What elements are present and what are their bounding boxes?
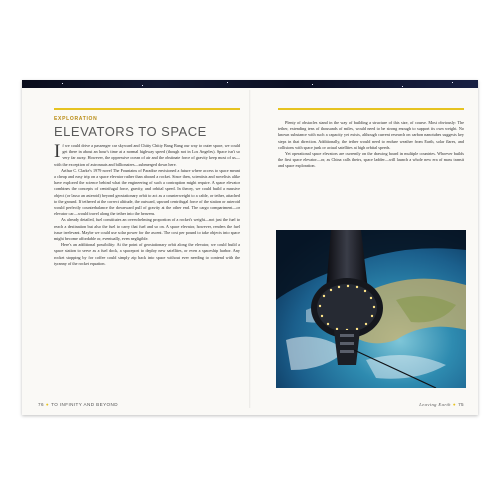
article-body	[54, 143, 240, 267]
left-running-title: TO INFINITY AND BEYOND	[51, 402, 118, 407]
paragraph-2: Arthur C. Clarke's 1979 novel The Fountains of Paradise envisioned a future where access to space meant a cheap and easy trip on a space elevator rather than aboard a rocket. Since then, scientists and novelists alike have explored the science behind what the engineering of such a contraption might require. A space elevator combines the concepts of centrifugal force, gravity, and orbital speed. In theory, we could build a massive object (or lasso an asteroid) beyond geostationary orbit to act as a counterweight to a cable, or tether, attached to the ground. If tethered at the correct altitude, the outward, upward centrifugal force of the station or asteroid would perfectly counterbalance the downward pull of gravity at the other end. The cargo compartment—or elevator car—would travel along the tether into the heavens.	[54, 167, 240, 217]
right-column	[278, 120, 464, 170]
footer-bullet-icon: ●	[45, 402, 50, 407]
article-title: ELEVATORS TO SPACE	[54, 124, 207, 139]
left-accent-rule	[54, 108, 240, 110]
paragraph-text: f we could drive a passenger car skyward and Chitty Chitty Bang Bang our way to outer space, we could get there in about an hour's time at a normal highway speed (though not in Los Angeles). Space isn't so very far away. However, the oppressive ocean of air and the obstinate force of gravity keep most of us—with the exception of astronauts and billionaires—submerged down here.	[54, 143, 240, 167]
space-banner-image	[22, 80, 478, 88]
right-page-number: 75	[458, 402, 464, 407]
space-elevator-illustration	[276, 230, 466, 388]
footer-bullet-icon: ●	[452, 402, 457, 407]
book-spread	[22, 80, 478, 415]
page-gutter	[249, 90, 251, 408]
right-body	[278, 120, 464, 170]
left-column	[54, 116, 240, 267]
footer-left	[38, 402, 118, 407]
footer-right	[419, 402, 464, 407]
paragraph-1	[54, 143, 240, 168]
section-label: EXPLORATION	[54, 116, 98, 122]
drop-cap: I	[54, 141, 61, 162]
paragraph-4: Here's an additional possibility: At the point of geostationary orbit along the elevator, we could build a space station to serve as a fuel dock, a spaceport to deploy new satellites, or even a spaceship harbor. Any rocket stopping by for coffee could simply zip back into space without ever needing to contend with the tyranny of the rocket equation.	[54, 242, 240, 266]
right-paragraph-2: Yet operational space elevators are currently on the drawing board in multiple countries. Whoever builds the first space elevator—or, as China calls theirs, space ladder—will launch a whole new era of mass transit and space exploration.	[278, 151, 464, 169]
right-paragraph-1: Plenty of obstacles stand in the way of building a structure of this size, of course. Most obviously: The tether, extending tens of thousands of miles, would need to be strong enough to support its own weight. No known substance with such a capacity yet exists, although current research on carbon nanotubes suggests key steps in that direction. Additionally, the tether would need to endure weather from Earth, solar flares, and collisions with space junk or actual satellites at high orbital speeds.	[278, 120, 464, 150]
right-running-section: Leaving Earth	[419, 402, 451, 407]
paragraph-3: As already detailed, fuel constitutes an overwhelming proportion of a rocket's weight—not just the fuel to reach a destination but also the fuel to carry that fuel and so on. A space elevator, however, renders the fuel issue irrelevant. Maybe we could use solar power for the ascent. The cost per pound to take objects into space might become affordable or, eventually, even negligible.	[54, 217, 240, 242]
right-accent-rule	[278, 108, 464, 110]
left-page-number: 76	[38, 402, 44, 407]
